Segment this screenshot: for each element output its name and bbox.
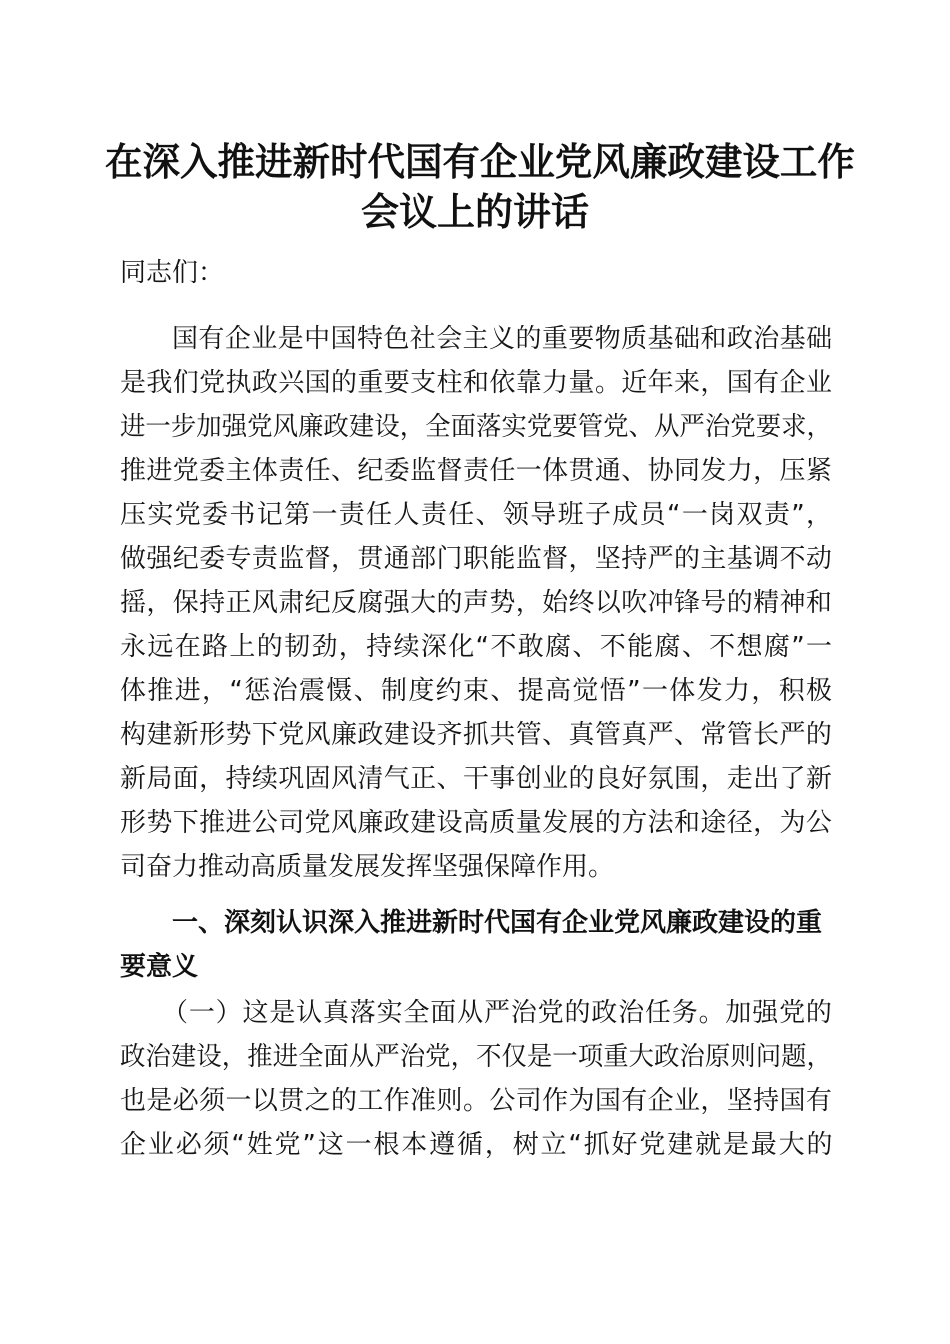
intro-line: 进一步加强党风廉政建设，全面落实党要管党、从严治党要求， [120, 412, 832, 442]
intro-line: 体推进，“惩治震慑、制度约束、提高觉悟”一体发力，积极 [120, 676, 834, 706]
intro-line: 司奋力推动高质量发展发挥坚强保障作用。 [120, 852, 615, 882]
intro-line: 永远在路上的韧劲，持续深化“不敢腐、不能腐、不想腐”一 [120, 632, 834, 662]
intro-line: 是我们党执政兴国的重要支柱和依靠力量。近年来，国有企业 [120, 368, 833, 398]
intro-line: 压实党委书记第一责任人责任、领导班子成员“一岗双责”， [120, 500, 834, 530]
intro-line: 做强纪委专责监督，贯通部门职能监督，坚持严的主基调不动 [120, 544, 833, 574]
intro-line: 推进党委主体责任、纪委监督责任一体贯通、协同发力，压紧 [120, 456, 833, 486]
section-1-sub-1-line: （一）这是认真落实全面从严治党的政治任务。加强党的 [162, 998, 833, 1028]
intro-line: 形势下推进公司党风廉政建设高质量发展的方法和途径，为公 [120, 808, 833, 838]
intro-line: 摇，保持正风肃纪反腐强大的声势，始终以吹冲锋号的精神和 [120, 588, 833, 618]
salutation: 同志们： [120, 258, 225, 288]
section-1-sub-1-line: 政治建设，推进全面从严治党，不仅是一项重大政治原则问题， [120, 1042, 832, 1072]
section-1-sub-1-line: 也是必须一以贯之的工作准则。公司作为国有企业，坚持国有 [120, 1086, 833, 1116]
document-title-line-1: 在深入推进新时代国有企业党风廉政建设工作 [104, 139, 855, 184]
document-title-line-2: 会议上的讲话 [360, 189, 589, 234]
section-1-sub-1-line: 企业必须“姓党”这一根本遵循，树立“抓好党建就是最大的 [120, 1130, 835, 1160]
intro-line: 新局面，持续巩固风清气正、干事创业的良好氛围，走出了新 [120, 764, 833, 794]
intro-line: 构建新形势下党风廉政建设齐抓共管、真管真严、常管长严的 [120, 720, 833, 750]
intro-line: 国有企业是中国特色社会主义的重要物质基础和政治基础 [172, 324, 833, 354]
section-1-heading-line-1: 一、深刻认识深入推进新时代国有企业党风廉政建设的重 [172, 908, 823, 938]
section-1-heading-line-2: 要意义 [120, 952, 199, 982]
